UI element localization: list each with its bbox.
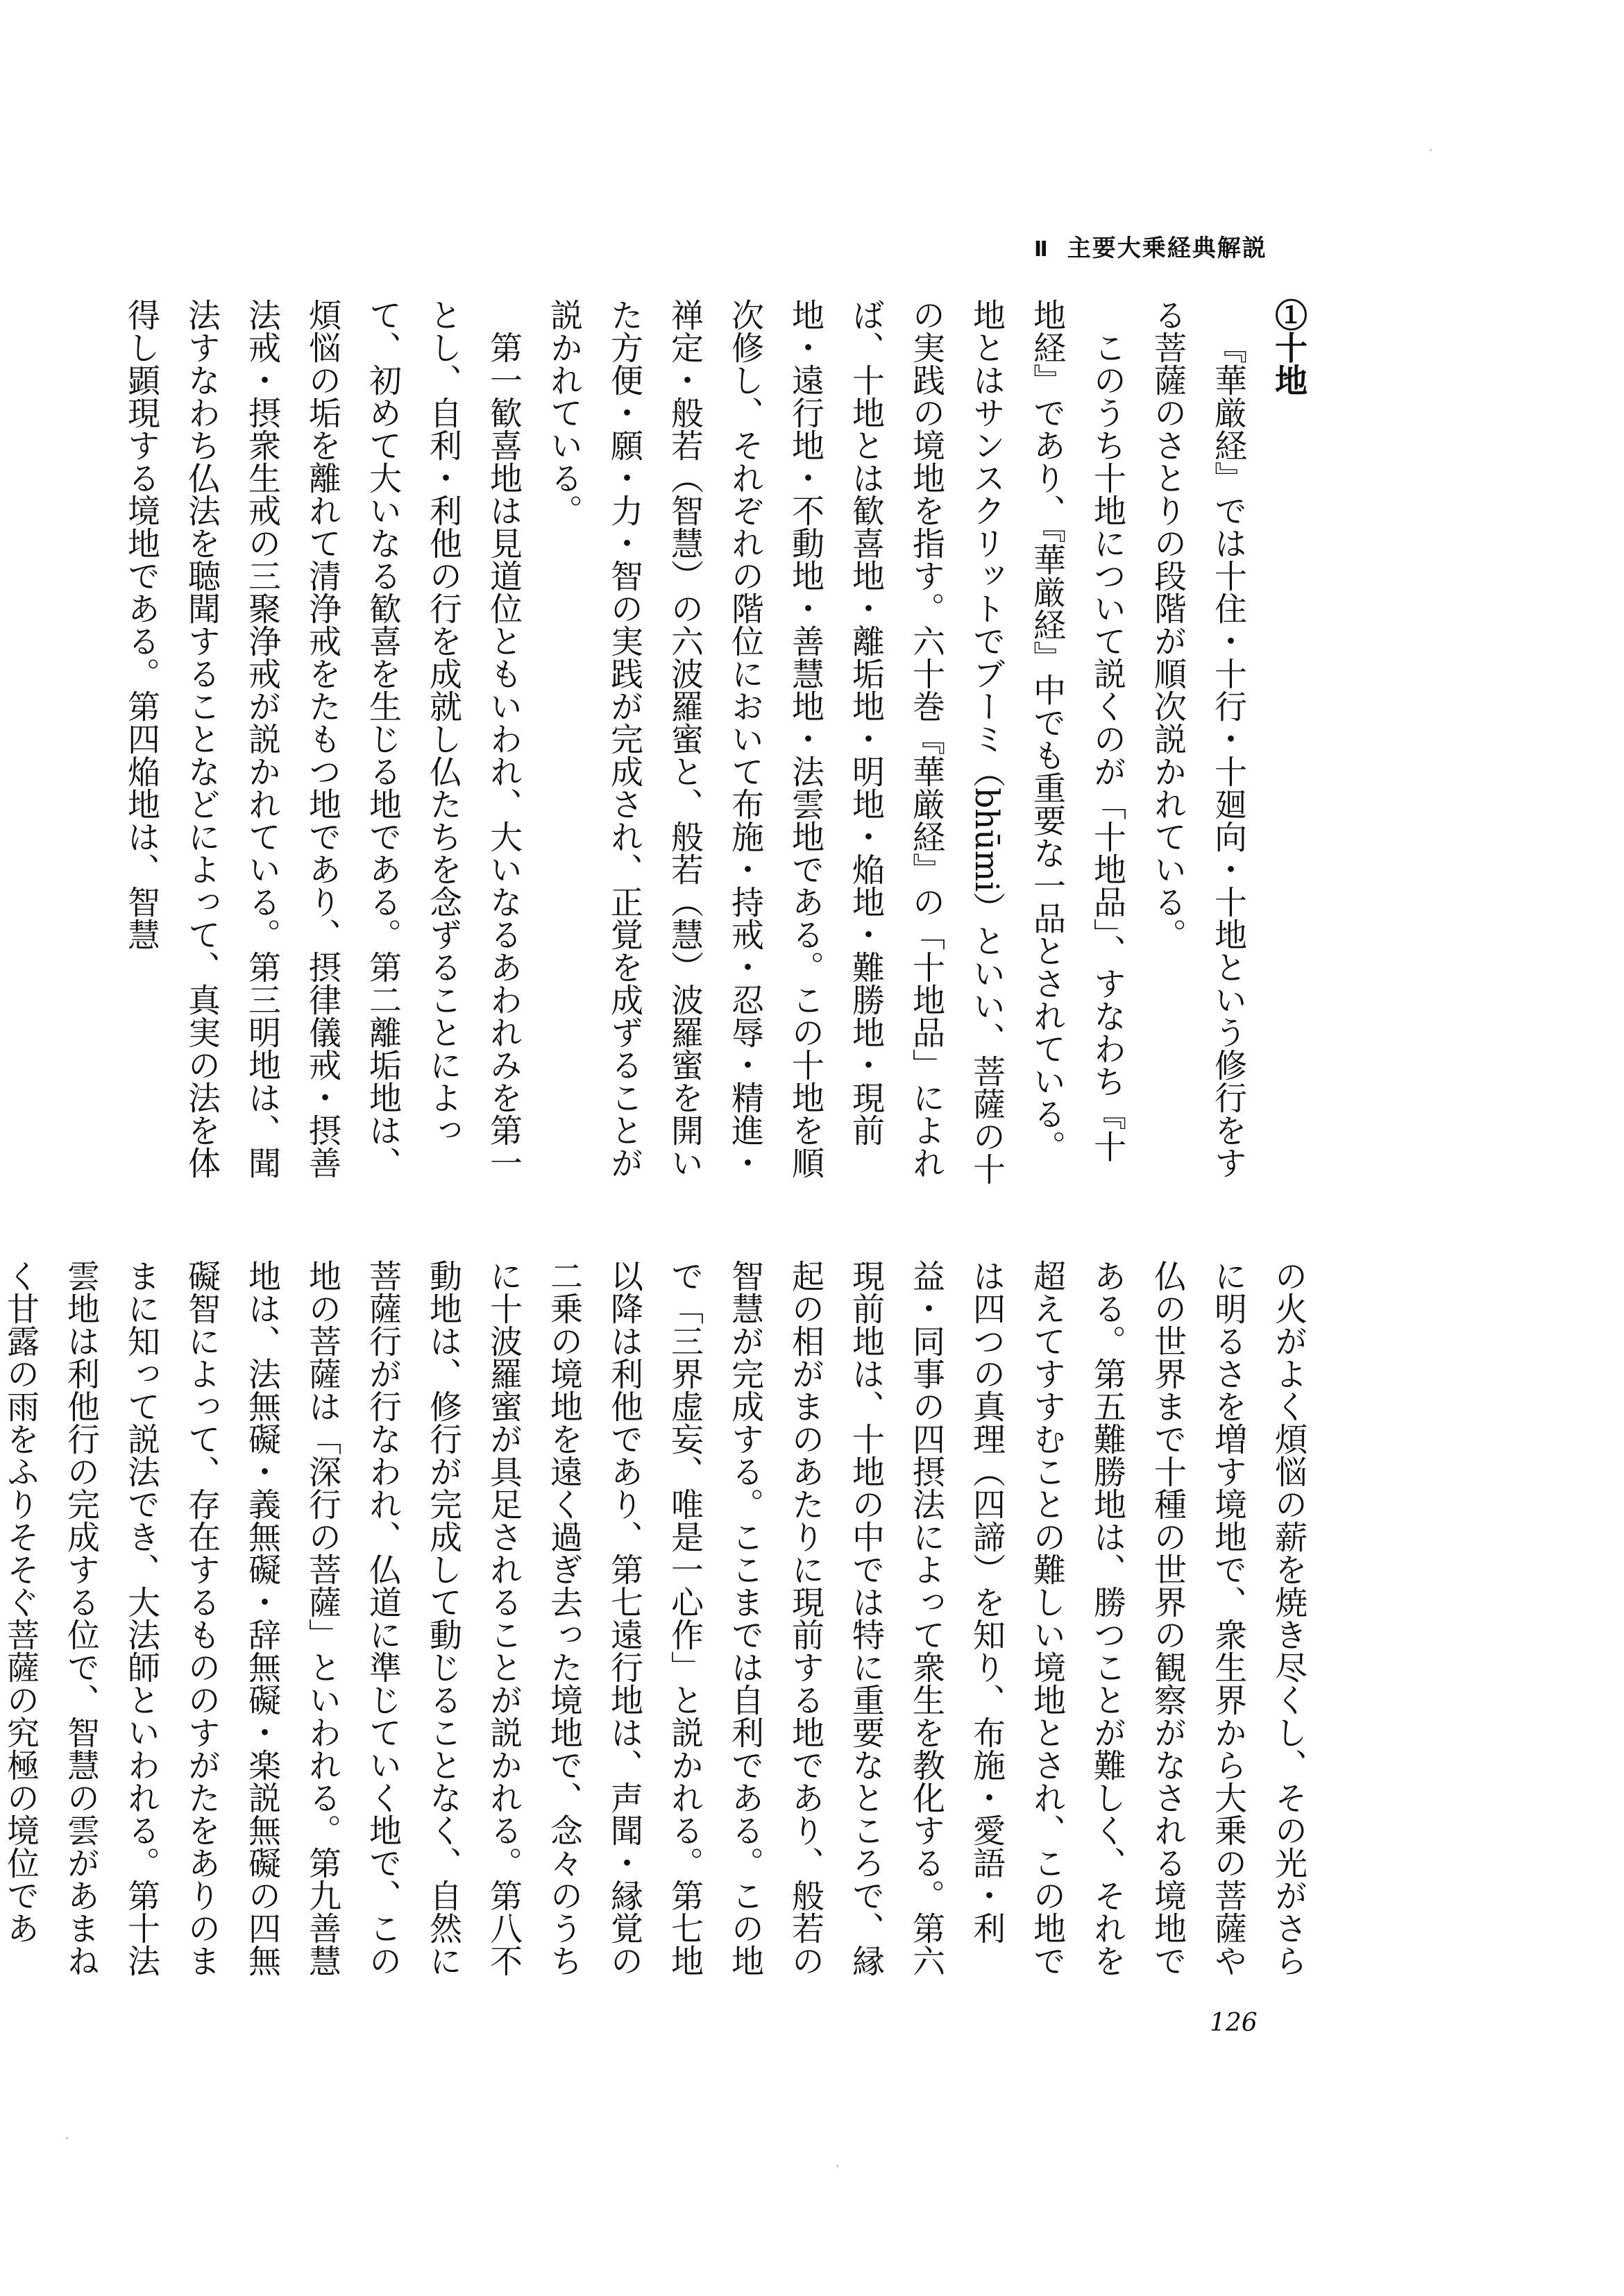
scan-speck xyxy=(1430,149,1432,151)
scan-speck xyxy=(836,2165,838,2167)
paragraph: このうち十地について説くのが「十地品」、すなわち『十地経』であり、『華厳経』中でも重要な一品とされている。地とはサンスクリットでブーミ（bhūmi）といい、菩薩の十の実践の境地を指す。六十巻『華厳経』の「十地品」によれば、十地とは歓喜地・離垢地・明地・焔地・難勝地・現前地・遠行地・不動地・善慧地・法雲地である。この十地を順次修し、それぞれの階位において布施・持戒・忍辱・精進・禅定・般若（智慧）の六波羅蜜と、般若（慧）波羅蜜を開いた方便・願・力・智の実践が完成され、正覚を成ずることが説かれている。 xyxy=(545,298,1126,1186)
header-title: 主要大乗経典解説 xyxy=(1067,235,1267,262)
section-mark: Ⅱ xyxy=(1034,237,1049,262)
paragraph-continued: の火がよく煩悩の薪を焼き尽くし、その光がさらに明るさを増す境地で、衆生界から大乗の菩薩や仏の世界まで十種の世界の観察がなされる境地である。第五難勝地は、勝つことが難しく、それを超えてすすむことの難しい境地とされ、この地では四つの真理（四諦）を知り、布施・愛語・利益・同事の四摂法によって衆生を教化する。第六現前地は、十地の中では特に重要なところで、縁起の相がまのあたりに現前する地であり、般若の智慧が完成する。ここまでは自利である。この地で「三界虚妄、唯是一心作」と説かれる。第七地以降は利他であり、第七遠行地は、声聞・縁覚の二乗の境地を遠く過ぎ去った境地で、念々のうちに十波羅蜜が具足されることが説かれる。第八不動地は、修行が完成して動じることなく、自然に菩薩行が行なわれ、仏道に準じていく地で、この地の菩薩は「深行の菩薩」といわれる。第九善慧地は、法無礙・義無礙・辞無礙・楽説無礙の四無礙智によって、存在するもののすがたをありのままに知って説法でき、大法師といわれる。第十法雲地は利他行の完成する位で、智慧の雲があまねく甘露の雨をふりそそぐ菩薩の究極の境位であ xyxy=(1,1259,1308,1977)
running-header xyxy=(1034,229,1267,263)
scan-speck xyxy=(66,2137,68,2139)
paragraph: 『華厳経』では十住・十行・十廻向・十地という修行をする菩薩のさとりの段階が順次説かれている。 xyxy=(1149,298,1247,1179)
upper-text-block xyxy=(111,298,1319,1193)
paragraph: 第一歓喜地は見道位ともいわれ、大いなるあわれみを第一とし、自利・利他の行を成就し仏たちを念ずることによって、初めて大いなる歓喜を生じる地である。第二離垢地は、煩悩の垢を離れて清浄戒をたもつ地であり、摂律儀戒・摂善法戒・摂衆生戒の三聚浄戒が説かれている。第三明地は、聞法すなわち仏法を聴聞することなどによって、真実の法を体得し顕現する境地である。第四焔地は、智慧 xyxy=(122,298,523,1179)
lower-text-block xyxy=(1,1259,1319,1981)
section-heading-jujji: ①十地 xyxy=(1269,298,1308,396)
page-number: 126 xyxy=(1210,2009,1258,2037)
